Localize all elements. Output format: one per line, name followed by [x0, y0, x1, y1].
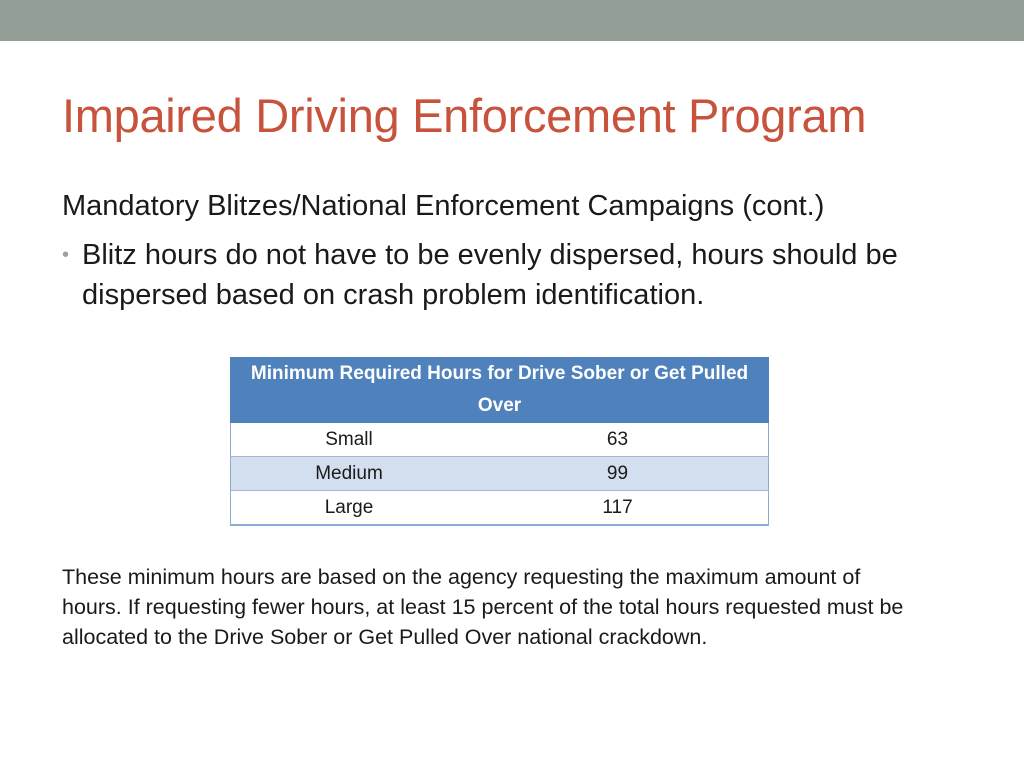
- agency-size-cell: Large: [231, 491, 468, 526]
- hours-cell: 117: [467, 491, 769, 526]
- bullet-item: [62, 235, 942, 315]
- table-row: [231, 423, 769, 457]
- top-accent-band: [0, 0, 1024, 41]
- agency-size-cell: Medium: [231, 457, 468, 491]
- table-row: [231, 491, 769, 526]
- table-header-row: [231, 358, 769, 423]
- hours-cell: 63: [467, 423, 769, 457]
- footnote-text: These minimum hours are based on the agency requesting the maximum amount of hours. If requesting fewer hours, at least 15 percent of the total hours requested must be allocated to the Drive Sober or Get Pulled Over national crackdown.: [62, 565, 904, 649]
- table-row: [231, 457, 769, 491]
- slide-title: Impaired Driving Enforcement Program: [62, 89, 867, 142]
- slide-subheading: Mandatory Blitzes/National Enforcement Campaigns (cont.): [62, 190, 825, 222]
- hours-cell: 99: [467, 457, 769, 491]
- bullet-text: Blitz hours do not have to be evenly dispersed, hours should be dispersed based on crash problem identification.: [82, 239, 898, 311]
- minimum-hours-table: [230, 357, 769, 526]
- agency-size-cell: Small: [231, 423, 468, 457]
- bullet-list: [62, 235, 942, 315]
- table-header: Minimum Required Hours for Drive Sober or Get Pulled Over: [231, 358, 769, 423]
- bullet-marker-icon: •: [62, 244, 70, 266]
